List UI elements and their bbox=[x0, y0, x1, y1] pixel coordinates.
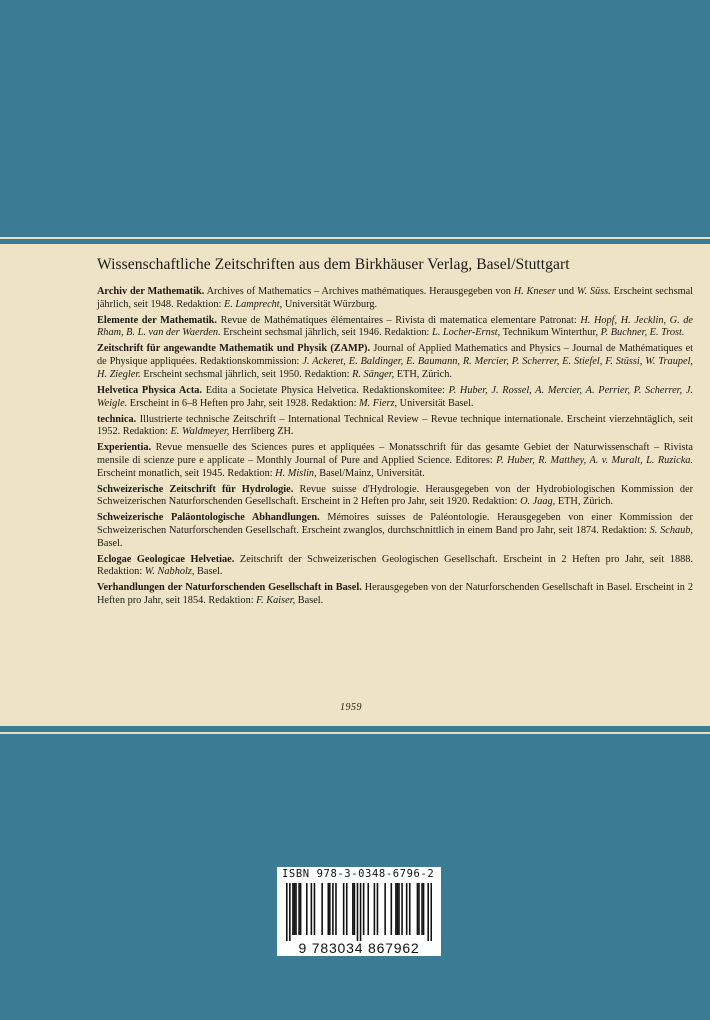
barcode-bar bbox=[384, 883, 386, 935]
barcode-bar bbox=[327, 883, 329, 935]
barcode-bar bbox=[423, 883, 425, 935]
journal-title: Archiv der Mathematik. bbox=[97, 286, 205, 297]
barcode-bar bbox=[321, 883, 323, 935]
journal-title: Verhandlungen der Naturforschenden Gesellschaft in Basel. bbox=[97, 582, 362, 594]
journal-list-panel bbox=[0, 244, 710, 726]
journal-entries bbox=[97, 286, 693, 611]
barcode-bar bbox=[352, 883, 354, 935]
journal-entry-verhandlungen: Verhandlungen der Naturforschenden Gesellschaft in Basel. Herausgegeben von der Naturforschenden Gesellschaft in Basel. Erscheint in 2 Heften pro Jahr, seit 1854. Redaktion: F. Kaiser, Basel. bbox=[97, 582, 693, 607]
barcode-bar bbox=[417, 883, 419, 935]
barcode-bar bbox=[427, 883, 429, 941]
barcode-bar bbox=[391, 883, 393, 935]
barcode-bar bbox=[374, 883, 376, 935]
journal-entry-archiv: Archiv der Mathematik. Archives of Mathematics – Archives mathématiques. Herausgegeben von H. Kneser und W. Süss. Erscheint sechsmal jährlich, seit 1948. Redaktion: E. Lamprecht, Universität Würzburg. bbox=[97, 286, 694, 310]
barcode-bar bbox=[294, 883, 296, 935]
barcode-bar bbox=[401, 883, 403, 935]
barcode-bar bbox=[397, 883, 399, 935]
barcode-bar bbox=[335, 883, 337, 935]
barcode-bar bbox=[314, 883, 316, 935]
barcode-bar bbox=[329, 883, 331, 935]
journal-entry-hydrologie: Schweizerische Zeitschrift für Hydrologie. Revue suisse d'Hydrologie. Herausgegeben von der Hydrobiologischen Kommission der Schweizerischen Naturforschenden Gesellschaft. Erscheint in 2 Heften pro Jahr, seit 1920. Redaktion: O. Jaag, ETH, Zürich. bbox=[97, 483, 693, 508]
barcode-bar bbox=[286, 883, 288, 941]
journal-title: Schweizerische Zeitschrift für Hydrologie. bbox=[97, 483, 294, 495]
journal-title: Zeitschrift für angewandte Mathematik und Physik bbox=[97, 343, 328, 355]
barcode-bar bbox=[300, 883, 302, 935]
barcode-bar bbox=[409, 883, 411, 935]
journal-entry-experientia: Experientia. Revue mensuelle des Sciences pures et appliquées – Monatsschrift für das gesamte Gebiet der Naturwissenschaft – Rivista mensile di scienze pure e applicate – Monthly Journal of Pure and Applied Science. Editores: P. Huber, R. Matthey, A. v. Muralt, L. Ruzicka. Erscheint monatlich, seit 1945. Redaktion: H. Mislin, Basel/Mainz, Universität. bbox=[97, 442, 694, 479]
panel-heading: Wissenschaftliche Zeitschriften aus dem Birkhäuser Verlag, Basel/Stuttgart bbox=[97, 256, 570, 273]
journal-entry-palaeontologie: Schweizerische Paläontologische Abhandlungen. Mémoires suisses de Paléontologie. Herausgegeben von einer Kommission der Schweizerischen Naturforschenden Gesellschaft. Erscheint zwanglos, durchschnittlich in einem Band pro Jahr, seit 1874. Redaktion: S. Schaub, Basel. bbox=[97, 512, 693, 549]
journal-title: Helvetica Physica Acta. bbox=[97, 384, 202, 396]
barcode-bar bbox=[295, 883, 297, 935]
top-rule bbox=[0, 237, 710, 239]
barcode-bar bbox=[292, 883, 294, 935]
barcode-bar bbox=[421, 883, 423, 935]
barcode-bar bbox=[406, 883, 408, 935]
journal-title: technica. bbox=[97, 413, 137, 425]
barcode-bar bbox=[343, 883, 345, 935]
barcode-bar bbox=[298, 883, 300, 935]
journal-title: Elemente der Mathematik. bbox=[97, 314, 217, 326]
barcode-bar bbox=[360, 883, 362, 941]
journal-entry-eclogae: Eclogae Geologicae Helvetiae. Zeitschrift der Schweizerischen Geologischen Gesellschaft. Erscheint in 2 Heften pro Jahr, seit 1888. Redaktion: W. Nabholz, Basel. bbox=[97, 553, 693, 578]
journal-entry-elemente: Elemente der Mathematik. Revue de Mathématiques élémentaires – Rivista di matematica elementare Patronat: H. Hopf, H. Jecklin, G. de Rham, B. L. van der Waerden. Erscheint sechsmal jährlich, seit 1946. Redaktion: L. Locher-Ernst, Technikum Winterthur, P. Buchner, E. Trost. bbox=[97, 314, 694, 339]
journal-entry-helvetica: Helvetica Physica Acta. Edita a Societate Physica Helvetica. Redaktionskomitee: P. Huber, J. Rossel, A. Mercier, A. Perrier, P. Scherrer, J. Weigle. Erscheint in 6–8 Heften pro Jahr, seit 1928. Redaktion: M. Fierz, Universität Basel. bbox=[97, 384, 694, 409]
isbn-barcode bbox=[277, 867, 441, 956]
barcode-bar bbox=[398, 883, 400, 935]
barcode-bar bbox=[306, 883, 308, 935]
barcode-bar bbox=[430, 883, 432, 941]
publication-year: 1959 bbox=[340, 702, 362, 713]
barcode-bar bbox=[363, 883, 365, 935]
barcode-bar bbox=[346, 883, 348, 935]
barcode-digits: 9 783034 867962 bbox=[298, 940, 420, 956]
barcode-bar bbox=[395, 883, 397, 935]
journal-entry-technica: technica. Illustrierte technische Zeitschrift – International Technical Review – Revue technique internationale. Erscheint vierzehntäglich, seit 1952. Redaktion: E. Waldmeyer, Herrliberg ZH. bbox=[97, 413, 693, 438]
journal-title: Experientia. bbox=[97, 442, 152, 454]
journal-title: Eclogae Geologicae Helvetiae. bbox=[97, 553, 235, 565]
barcode-bar bbox=[311, 883, 313, 935]
barcode-bar bbox=[354, 883, 356, 935]
barcode-bar bbox=[289, 883, 291, 941]
barcode-bar bbox=[418, 883, 420, 935]
barcode-bar bbox=[357, 883, 359, 941]
bottom-rule bbox=[0, 732, 710, 734]
isbn-label: ISBN 978-3-0348-6796-2 bbox=[282, 868, 435, 880]
barcode-bar bbox=[367, 883, 369, 935]
barcode-bars bbox=[286, 883, 432, 941]
barcode-bar bbox=[377, 883, 379, 935]
journal-entry-zamp: Zeitschrift für angewandte Mathematik und Physik (ZAMP). Journal of Applied Mathematics and Physics – Journal de Mathématiques et de Physique appliquées. Redaktionskommission: J. Ackeret, E. Baldinger, E. Baumann, R. Mercier, P. Scherrer, E. Stiefel, F. Stüssi, W. Traupel, H. Ziegler. Erscheint sechsmal jährlich, seit 1950. Redaktion: R. Sänger, ETH, Zürich. bbox=[97, 343, 694, 380]
journal-title: Schweizerische Paläontologische Abhandlungen. bbox=[97, 512, 320, 524]
barcode-bar bbox=[332, 883, 334, 935]
